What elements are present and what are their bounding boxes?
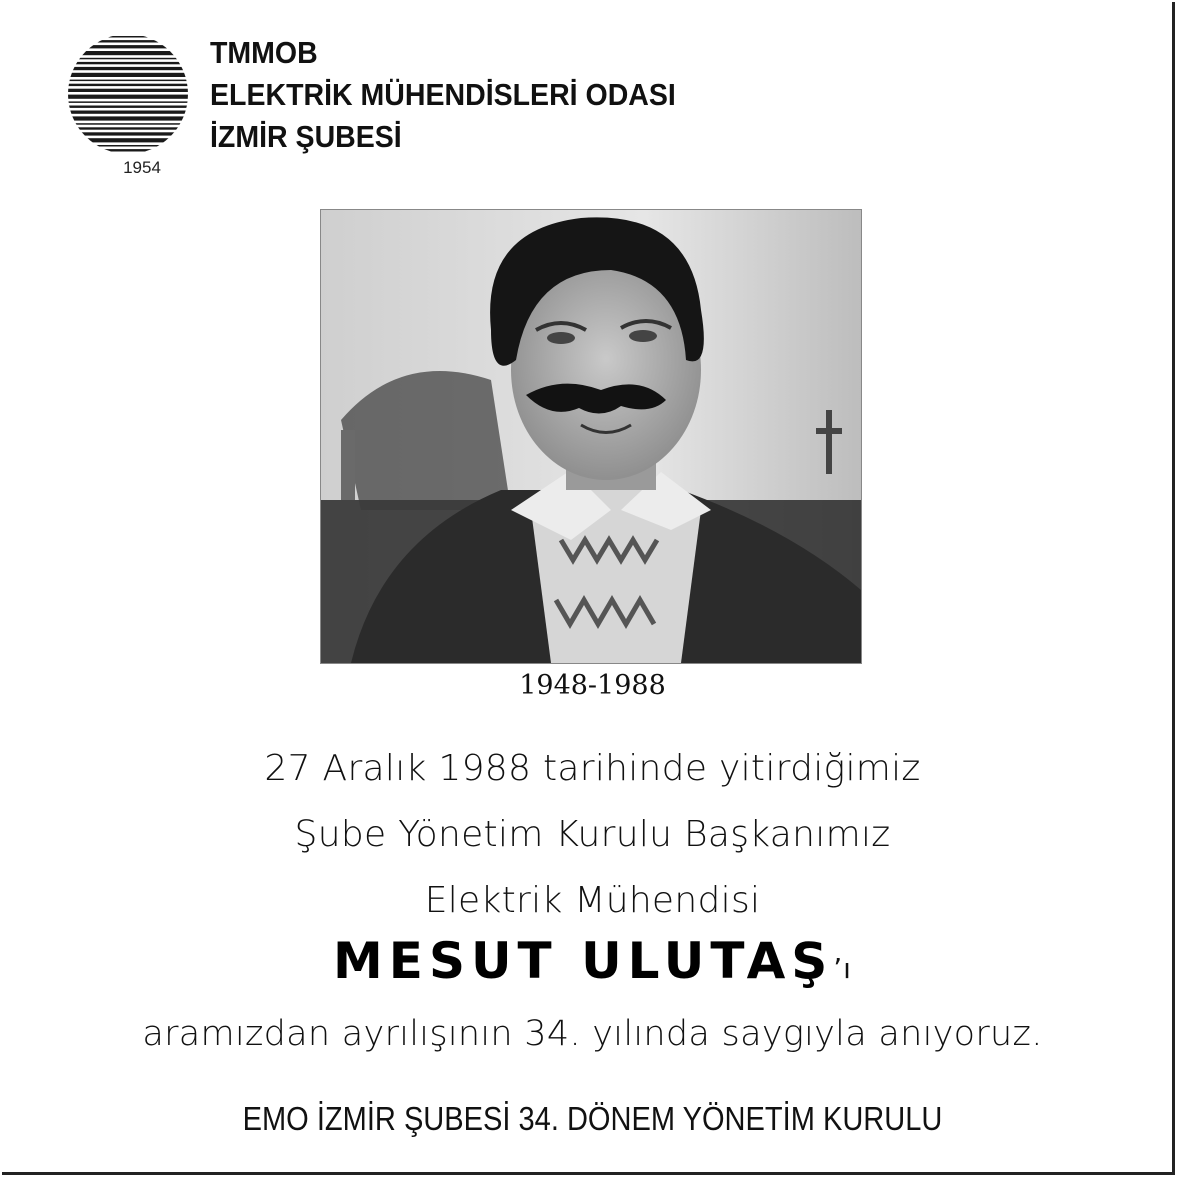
memorial-line-profession: Elektrik Mühendisi bbox=[424, 880, 761, 921]
memorial-card bbox=[2, 2, 1175, 1175]
emo-logo-icon bbox=[66, 32, 190, 156]
name-suffix: ’ı bbox=[833, 952, 852, 985]
portrait-photo bbox=[320, 209, 862, 664]
memorial-line-remembrance: aramızdan ayrılışının 34. yılında saygıyla anıyoruz. bbox=[142, 1014, 1043, 1054]
org-line-tmmob: TMMOB bbox=[210, 35, 318, 70]
footer-signature: EMO İZMİR ŞUBESİ 34. DÖNEM YÖNETİM KURULU bbox=[242, 1100, 943, 1137]
portrait-illustration bbox=[321, 210, 861, 663]
deceased-name: MESUT ULUTAŞ bbox=[333, 932, 834, 990]
memorial-line-date: 27 Aralık 1988 tarihinde yitirdiğimiz bbox=[264, 748, 921, 789]
life-years: 1948-1988 bbox=[519, 670, 666, 701]
memorial-line-title: Şube Yönetim Kurulu Başkanımız bbox=[294, 814, 891, 855]
org-line-chamber: ELEKTRİK MÜHENDİSLERİ ODASI bbox=[210, 77, 676, 112]
logo-year: 1954 bbox=[123, 158, 161, 177]
organization-name bbox=[210, 32, 716, 158]
memorial-name-line bbox=[2, 932, 1181, 990]
org-line-branch: İZMİR ŞUBESİ bbox=[210, 119, 402, 154]
